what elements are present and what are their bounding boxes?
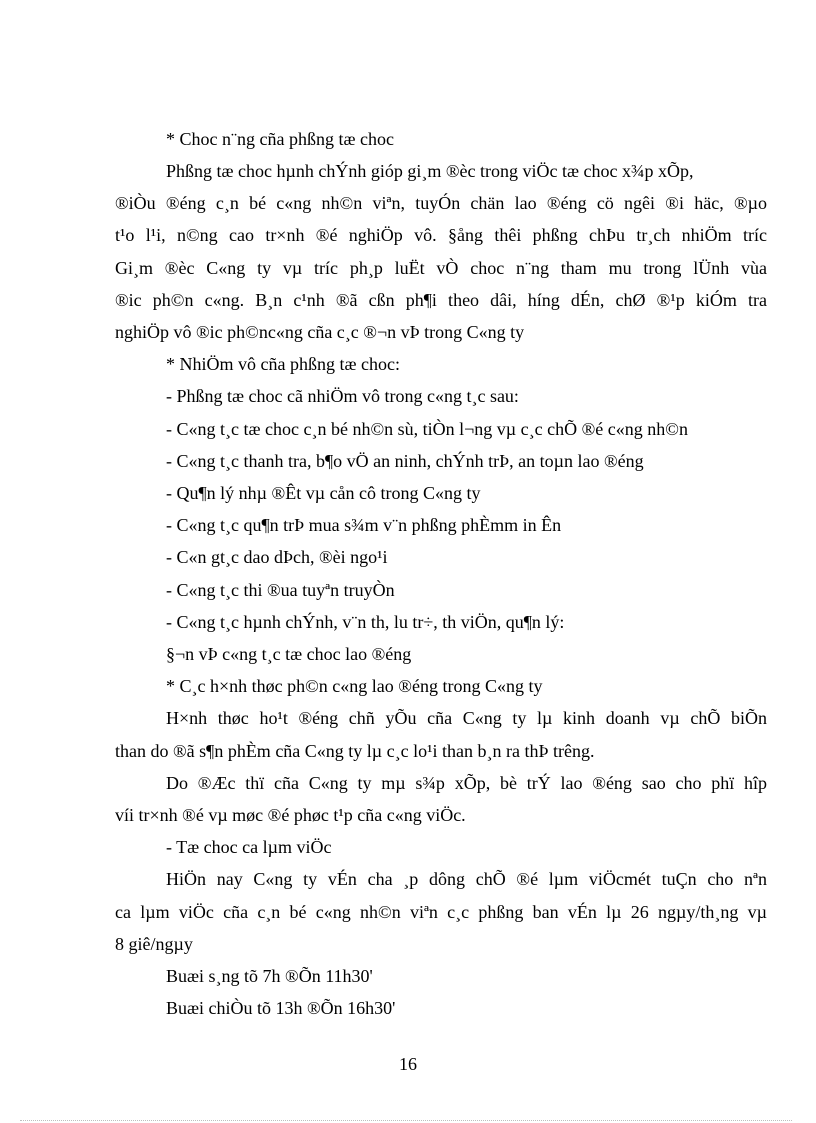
paragraph-line: ®iÒu ®éng c¸n bé c«ng nh©n viªn, tuyÓn chän lao ®éng cö ngêi ®i häc, ®µo [115, 193, 767, 213]
list-item: - C«n gt¸c dao dÞch, ®èi ngo¹i [166, 547, 388, 567]
paragraph-line: than do ®ã s¶n phÈm cña C«ng ty lµ c¸c lo¹i than b¸n ra thÞ trêng. [115, 741, 595, 761]
list-item: - C«ng t¸c hµnh chÝnh, v¨n th, lu tr÷, th viÖn, qu¶n lý: [166, 612, 565, 632]
paragraph-line: nghiÖp vô ®ic ph©nc«ng cña c¸c ®¬n vÞ trong C«ng ty [115, 322, 525, 342]
list-item: - C«ng t¸c thi ®ua tuyªn truyÒn [166, 580, 395, 600]
section-heading-functions: * Choc n¨ng cña phßng tæ choc [166, 129, 394, 149]
paragraph-line: ca lµm viÖc cña c¸n bé c«ng nh©n viªn c¸c phßng ban vÉn lµ 26 ngµy/th¸ng vµ [115, 902, 767, 922]
paragraph-line: t¹o l¹i, n©ng cao tr×nh ®é nghiÖp vô. §ång thêi phßng chÞu tr¸ch nhiÖm tríc [115, 225, 767, 245]
paragraph-line: HiÖn nay C«ng ty vÉn cha ¸p dông chÕ ®é lµm viÖcmét tuÇn cho nªn [166, 869, 767, 889]
paragraph-line: Buæi s¸ng tõ 7h ®Õn 11h30' [166, 966, 373, 986]
list-item: - Phßng tæ choc cã nhiÖm vô trong c«ng t¸c sau: [166, 386, 519, 406]
paragraph-line: víi tr×nh ®é vµ møc ®é phøc t¹p cña c«ng viÖc. [115, 805, 466, 825]
paragraph-line: 8 giê/ngµy [115, 934, 193, 954]
section-heading-division-of-labour: * C¸c h×nh thøc ph©n c«ng lao ®éng trong C«ng ty [166, 676, 543, 696]
list-item: - C«ng t¸c thanh tra, b¶o vÖ an ninh, chÝnh trÞ, an toµn lao ®éng [166, 451, 644, 471]
page-number: 16 [399, 1054, 417, 1074]
paragraph-line: Phßng tæ choc hµnh chÝnh gióp gi¸m ®èc trong viÖc tæ choc x¾p xÕp, [166, 161, 694, 181]
section-heading-duties: * NhiÖm vô cña phßng tæ choc: [166, 354, 400, 374]
paragraph-line: Do ®Æc thï cña C«ng ty mµ s¾p xÕp, bè trÝ lao ®éng sao cho phï hîp [166, 773, 767, 793]
paragraph-line: Gi¸m ®èc C«ng ty vµ tríc ph¸p luËt vÒ choc n¨ng tham mu trong lÜnh vùa [115, 258, 767, 278]
paragraph-line: §¬n vÞ c«ng t¸c tæ choc lao ®éng [166, 644, 412, 664]
list-item: - C«ng t¸c qu¶n trÞ mua s¾m v¨n phßng phÈmm in Ên [166, 515, 562, 535]
footer-divider [20, 1120, 792, 1121]
list-item: - Tæ choc ca lµm viÖc [166, 837, 332, 857]
paragraph-line: Buæi chiÒu tõ 13h ®Õn 16h30' [166, 998, 396, 1018]
paragraph-line: ®ic ph©n c«ng. B¸n c¹nh ®ã cßn ph¶i theo dâi, híng dÉn, chØ ®¹p kiÓm tra [115, 290, 767, 310]
paragraph-line: H×nh thøc ho¹t ®éng chñ yÕu cña C«ng ty lµ kinh doanh vµ chÕ biÕn [166, 708, 767, 728]
list-item: - C«ng t¸c tæ choc c¸n bé nh©n sù, tiÒn l¬ng vµ c¸c chÕ ®é c«ng nh©n [166, 419, 688, 439]
list-item: - Qu¶n lý nhµ ®Êt vµ cån cô trong C«ng ty [166, 483, 481, 503]
